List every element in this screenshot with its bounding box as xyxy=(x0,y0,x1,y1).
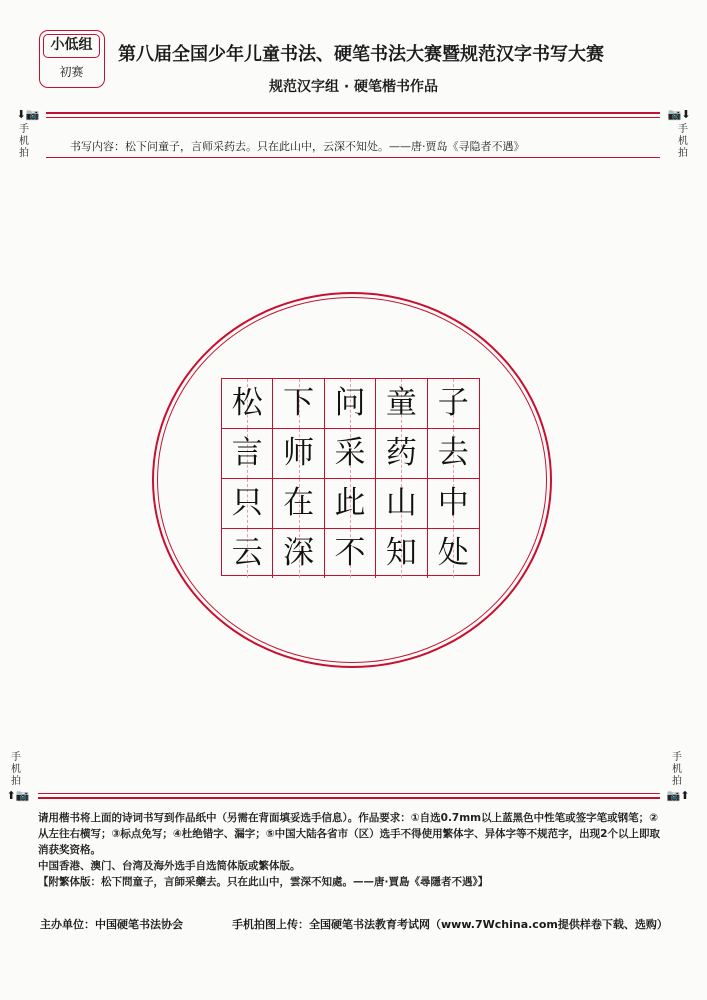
camera-down-icon: ⬇📷 xyxy=(16,108,40,121)
phone-photo-label-bottom-left: 手 机 拍 xyxy=(11,752,21,787)
camera-down-icon: 📷⬇ xyxy=(667,108,691,121)
camera-up-icon: 📷⬆ xyxy=(666,789,690,802)
phone-photo-label-top-right: 手 机 拍 xyxy=(678,124,688,159)
upload-text: 手机拍图上传：全国硬笔书法教育考试网（www.7Wchina.com提供样卷下载、选购） xyxy=(232,918,668,931)
grid-cell: 不 xyxy=(325,529,376,578)
grid-cell: 下 xyxy=(273,379,324,429)
grid-cell: 在 xyxy=(273,479,324,529)
grid-cell: 山 xyxy=(376,479,427,529)
phone-photo-label-bottom-right: 手 机 拍 xyxy=(672,752,682,787)
page-subtitle: 规范汉字组 · 硬笔楷书作品 xyxy=(268,79,439,95)
requirements-traditional: 【附繁体版：松下問童子，言師采藥去。只在此山中，雲深不知處。——唐·賈島《尋隱者不遇》】 xyxy=(38,876,489,888)
bottom-rule-thin xyxy=(38,793,660,794)
grid-cell: 云 xyxy=(222,529,273,578)
grid-cell: 此 xyxy=(325,479,376,529)
grid-cell: 师 xyxy=(273,429,324,479)
grid-cell: 知 xyxy=(376,529,427,578)
requirements-text xyxy=(38,810,668,890)
grid-cell: 子 xyxy=(428,379,479,429)
writing-content: 书写内容：松下问童子，言师采药去。只在此山中，云深不知处。——唐·贾岛《寻隐者不遇》 xyxy=(70,140,525,153)
grid-cell: 童 xyxy=(376,379,427,429)
stage-label: 初赛 xyxy=(59,65,84,79)
camera-up-icon: ⬆📷 xyxy=(6,789,30,802)
grid-cell: 问 xyxy=(325,379,376,429)
grid-cell: 松 xyxy=(222,379,273,429)
grid-cell: 深 xyxy=(273,529,324,578)
grid-cell: 只 xyxy=(222,479,273,529)
writing-grid xyxy=(221,378,480,576)
grid-cell: 言 xyxy=(222,429,273,479)
organizer-text: 主办单位：中国硬笔书法协会 xyxy=(40,918,183,931)
grid-cell: 采 xyxy=(325,429,376,479)
content-underline xyxy=(46,157,660,158)
grid-cell: 中 xyxy=(428,479,479,529)
grid-cell: 去 xyxy=(428,429,479,479)
top-rule-thin xyxy=(46,117,660,118)
top-rule-thick xyxy=(46,112,660,114)
grid-cell: 药 xyxy=(376,429,427,479)
phone-photo-label-top-left: 手 机 拍 xyxy=(19,124,29,159)
bottom-rule-thick xyxy=(38,797,660,799)
group-label: 小低组 xyxy=(43,34,100,58)
page-title: 第八届全国少年儿童书法、硬笔书法大赛暨规范汉字书写大赛 xyxy=(118,44,604,65)
requirements-hk-tw: 中国香港、澳门、台湾及海外选手自选简体版或繁体版。 xyxy=(38,860,301,872)
requirements-main: 请用楷书将上面的诗词书写到作品纸中（另需在背面填妥选手信息）。作品要求：①自选0.7mm以上蓝黑色中性笔或签字笔或钢笔；②从左往右横写；③标点免写；④杜绝错字、漏字；⑤中国大陆各省市（区）选手不得使用繁体字、异体字等不规范字，出现2个以上即取消获奖资格。 xyxy=(38,812,660,856)
grid-cell: 处 xyxy=(428,529,479,578)
